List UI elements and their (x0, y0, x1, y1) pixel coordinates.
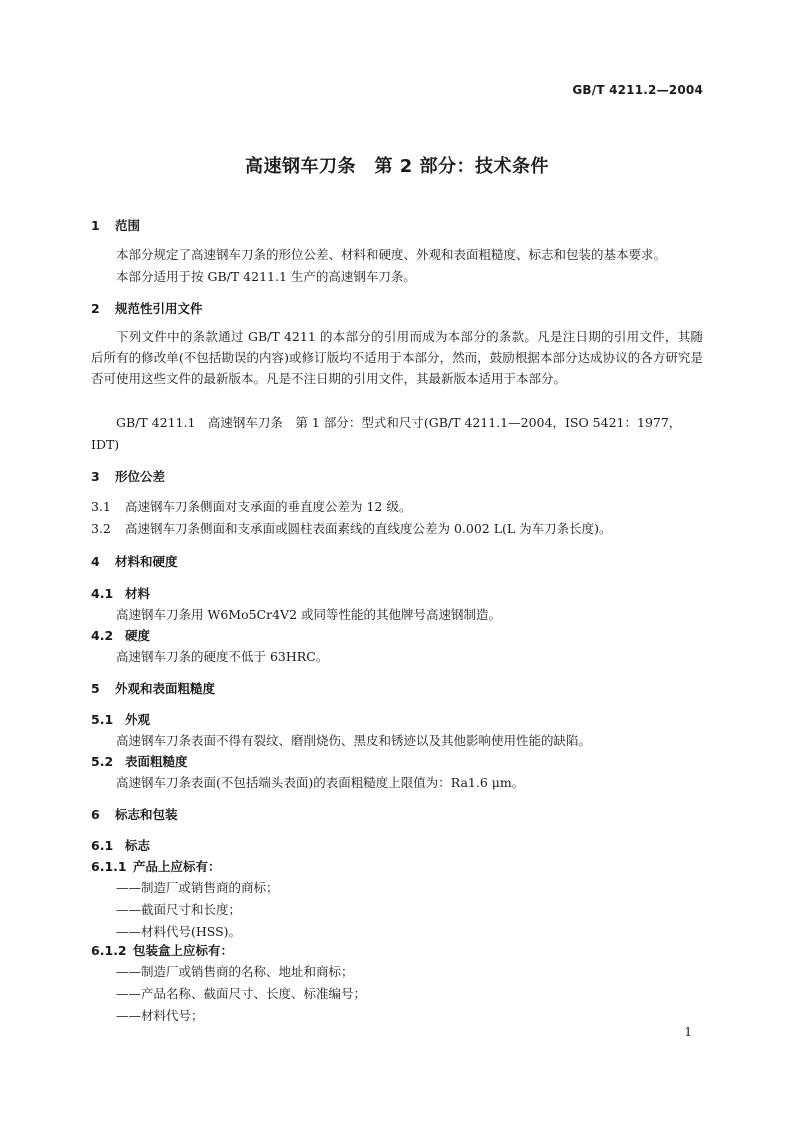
section-title: 标志和包装 (115, 807, 178, 822)
section-1-paragraph-2: 本部分适用于按 GB/T 4211.1 生产的高速钢车刀条。 (116, 269, 416, 284)
section-5-heading (91, 679, 215, 697)
clause-6-1-heading (91, 836, 150, 854)
clause-5-2-heading (91, 752, 188, 770)
clause-number: 6.1.2 (91, 943, 127, 958)
section-title: 形位公差 (115, 469, 166, 484)
clause-4-2-heading (91, 626, 150, 644)
list-item: ——材料代号； (116, 1008, 204, 1023)
section-number: 5 (91, 681, 100, 696)
document-title: 高速钢车刀条 第 2 部分：技术条件 (244, 156, 550, 177)
section-4-heading (91, 552, 178, 570)
section-title: 材料和硬度 (115, 554, 178, 569)
clause-number: 5.1 (91, 712, 114, 727)
clause-3-1 (91, 496, 411, 518)
section-2-heading (91, 299, 203, 317)
section-number: 1 (91, 218, 100, 233)
clause-title: 包装盒上应标有： (133, 943, 234, 958)
clause-text: 高速钢车刀条侧面和支承面或圆柱表面素线的直线度公差为 0.002 L(L 为车刀条长度)。 (125, 521, 612, 536)
clause-title: 表面粗糙度 (125, 754, 188, 769)
clause-number: 3.2 (91, 521, 111, 536)
clause-title: 产品上应标有： (133, 859, 221, 874)
clause-4-1-text: 高速钢车刀条用 W6Mo5Cr4V2 或同等性能的其他牌号高速钢制造。 (116, 607, 501, 622)
list-item: ——截面尺寸和长度； (116, 902, 242, 917)
section-number: 3 (91, 469, 100, 484)
clause-title: 硬度 (125, 628, 151, 643)
clause-number: 4.1 (91, 586, 114, 601)
list-item: ——制造厂或销售商的名称、地址和商标； (116, 964, 354, 979)
reference-continuation: IDT) (91, 437, 120, 452)
page-number: 1 (684, 1025, 692, 1039)
standard-code: GB/T 4211.2—2004 (572, 83, 703, 97)
reference-gb-t-4211-1: GB/T 4211.1 高速钢车刀条 第 1 部分：型式和尺寸(GB/T 4211.1—2004，ISO 5421：1977， (116, 415, 682, 430)
clause-title: 标志 (125, 838, 151, 853)
section-1-paragraph-1: 本部分规定了高速钢车刀条的形位公差、材料和硬度、外观和表面粗糙度、标志和包装的基本要求。 (116, 247, 667, 262)
clause-number: 3.1 (91, 499, 111, 514)
section-title: 外观和表面粗糙度 (115, 681, 216, 696)
clause-number: 6.1.1 (91, 859, 127, 874)
clause-3-2 (91, 518, 612, 540)
clause-6-1-2-heading (91, 941, 233, 959)
section-title: 规范性引用文件 (115, 301, 203, 316)
section-6-heading (91, 805, 178, 823)
clause-5-1-heading (91, 710, 150, 728)
section-number: 6 (91, 807, 100, 822)
clause-5-1-text: 高速钢车刀条表面不得有裂纹、磨削烧伤、黑皮和锈迹以及其他影响使用性能的缺陷。 (116, 733, 592, 748)
clause-4-2-text: 高速钢车刀条的硬度不低于 63HRC。 (116, 649, 329, 664)
clause-title: 材料 (125, 586, 151, 601)
section-1-heading (91, 216, 140, 234)
section-number: 4 (91, 554, 100, 569)
clause-text: 高速钢车刀条侧面对支承面的垂直度公差为 12 级。 (125, 499, 412, 514)
section-2-paragraph: 下列文件中的条款通过 GB/T 4211 的本部分的引用而成为本部分的条款。凡是注日期的引用文件，其随后所有的修改单(不包括勘误的内容)或修订版均不适用于本部分，然而，鼓励根据本部分达成协议的各方研究是否可使用这些文件的最新版本。凡是不注日期的引用文件，其最新版本适用于本部分。 (91, 329, 703, 386)
clause-number: 4.2 (91, 628, 114, 643)
list-item: ——材料代号(HSS)。 (116, 924, 242, 939)
clause-5-2-text: 高速钢车刀条表面(不包括端头表面)的表面粗糙度上限值为：Ra1.6 μm。 (116, 775, 525, 790)
clause-title: 外观 (125, 712, 151, 727)
list-item: ——制造厂或销售商的商标； (116, 880, 279, 895)
section-title: 范围 (115, 218, 141, 233)
list-item: ——产品名称、截面尺寸、长度、标准编号； (116, 986, 367, 1001)
section-number: 2 (91, 301, 100, 316)
clause-6-1-1-heading (91, 857, 221, 875)
clause-number: 6.1 (91, 838, 114, 853)
section-3-heading (91, 467, 165, 485)
clause-number: 5.2 (91, 754, 114, 769)
clause-4-1-heading (91, 584, 150, 602)
